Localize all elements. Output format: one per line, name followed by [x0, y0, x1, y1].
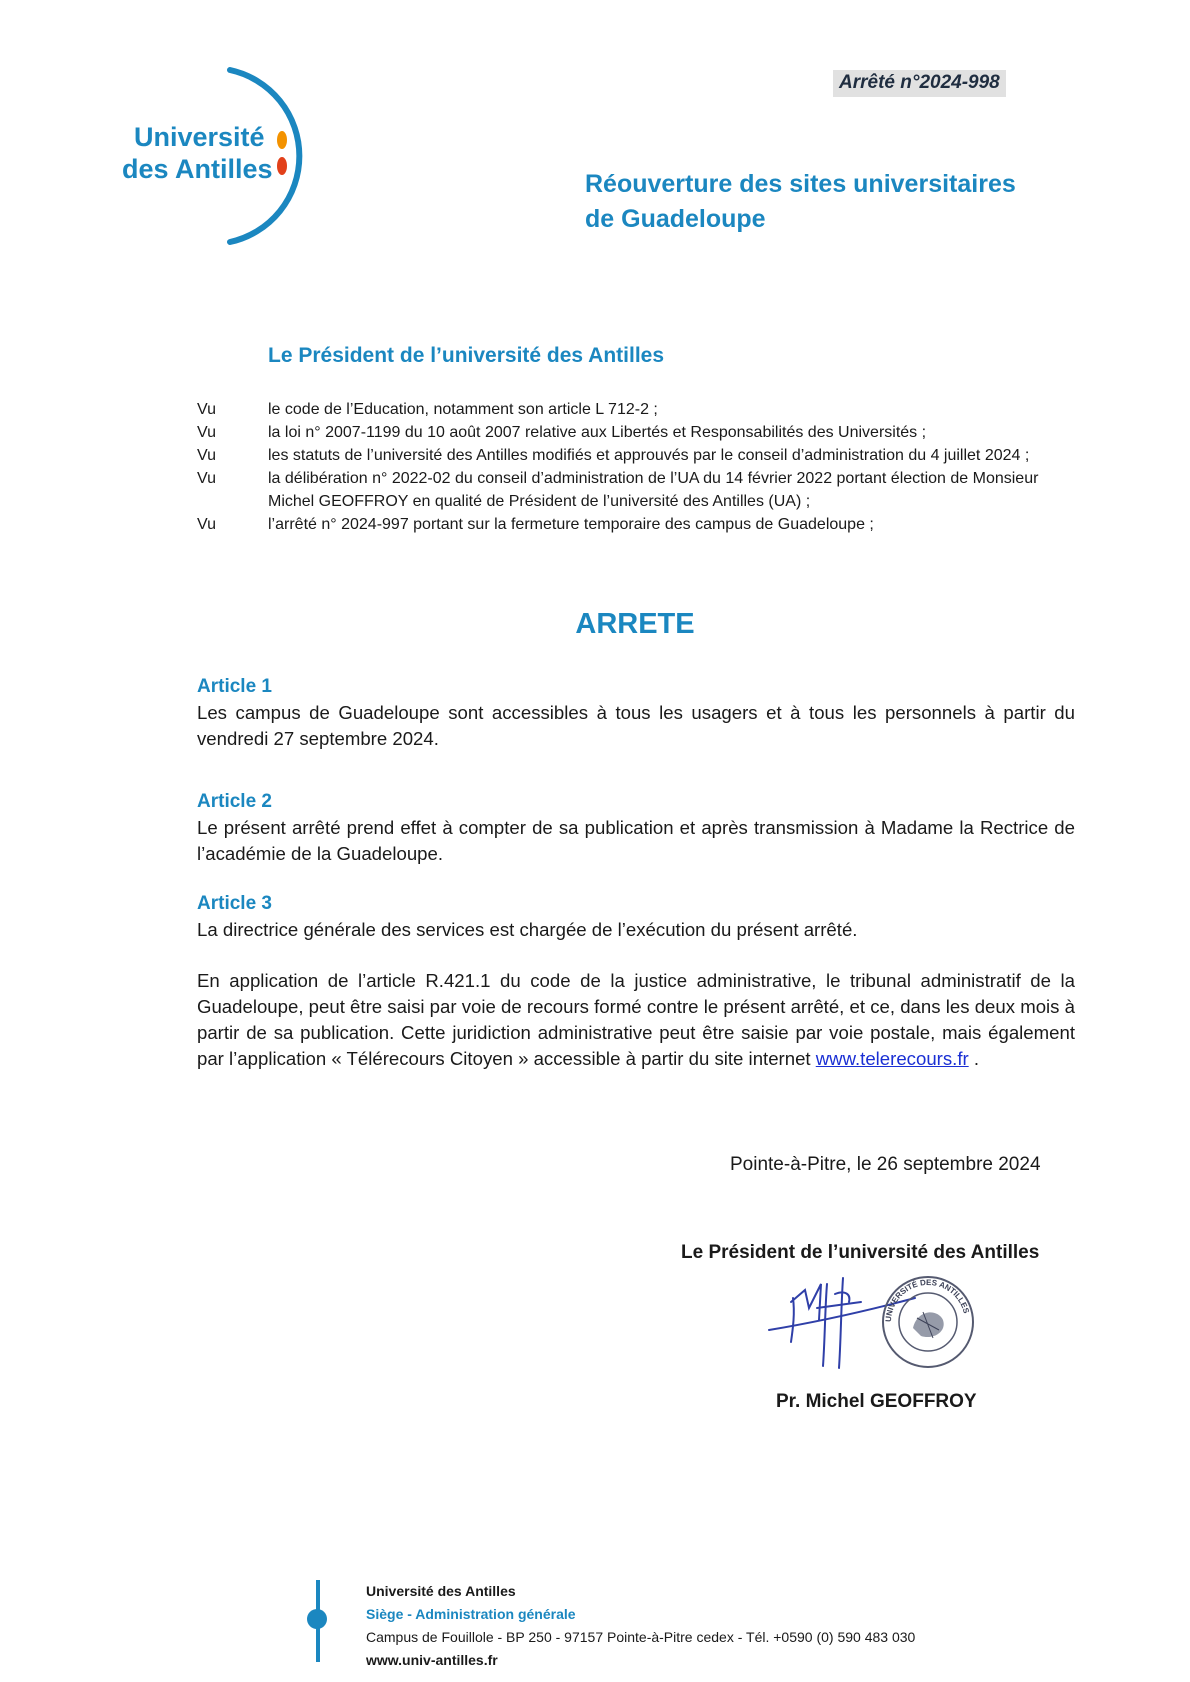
- appeal-suffix: .: [968, 1048, 980, 1069]
- article-text: Les campus de Guadeloupe sont accessibles à tous les usagers et à tous les personnels à partir du vendredi 27 septembre 2024.: [197, 702, 1075, 749]
- article-title: Article 2: [197, 791, 272, 812]
- decree-heading: ARRETE: [575, 608, 695, 640]
- footer-unit: Siège - Administration générale: [366, 1606, 576, 1622]
- university-seal: [883, 1277, 973, 1367]
- subject-line2: de Guadeloupe: [585, 205, 766, 233]
- article-text: La directrice générale des services est chargée de l’exécution du présent arrêté.: [197, 919, 858, 940]
- article-text: Le présent arrêté prend effet à compter de sa publication et après transmission à Madame la Rectrice de l’académie de la Guadeloupe.: [197, 817, 1075, 864]
- consideration-text: l’arrêté n° 2024-997 portant sur la fermeture temporaire des campus de Guadeloupe ;: [268, 516, 874, 533]
- footer-address: Campus de Fouillole - BP 250 - 97157 Pointe-à-Pitre cedex - Tél. +0590 (0) 590 483 030: [366, 1629, 916, 1645]
- authority-heading: Le Président de l’université des Antilles: [268, 344, 665, 367]
- vu-label: Vu: [197, 447, 216, 464]
- consideration-text: les statuts de l’université des Antilles modifiés et approuvés par le conseil d’administration du 4 juillet 2024 ;: [268, 447, 1030, 464]
- vu-label: Vu: [197, 424, 216, 441]
- considerations-list: [197, 398, 1075, 536]
- logo-orange-dot: [277, 131, 287, 149]
- place-date: Pointe-à-Pitre, le 26 septembre 2024: [730, 1154, 1041, 1175]
- subject-line1: Réouverture des sites universitaires: [585, 170, 1016, 198]
- consideration-item: [197, 421, 1075, 444]
- handwritten-signature: [769, 1278, 915, 1368]
- logo-line2: des Antilles: [122, 154, 273, 184]
- article-title: Article 1: [197, 676, 272, 697]
- consideration-text: le code de l’Education, notamment son article L 712-2 ;: [268, 401, 658, 418]
- appeal-paragraph: [197, 968, 1075, 1072]
- decree-subject: [585, 167, 1016, 237]
- article-2: [197, 789, 1075, 867]
- decree-reference: Arrêté n°2024-998: [833, 70, 1006, 97]
- consideration-item: [197, 513, 1075, 536]
- logo-line1: Université: [134, 122, 265, 152]
- signature-and-seal: [765, 1268, 985, 1380]
- consideration-item: [197, 467, 1075, 513]
- consideration-item: [197, 444, 1075, 467]
- article-title: Article 3: [197, 893, 272, 914]
- article-3: [197, 891, 1075, 943]
- signer-title: Le Président de l’université des Antilles: [681, 1242, 1040, 1263]
- vu-label: Vu: [197, 470, 216, 487]
- university-logo: [122, 66, 322, 246]
- vu-label: Vu: [197, 401, 216, 418]
- footer-website[interactable]: www.univ-antilles.fr: [366, 1652, 498, 1668]
- appeal-text: En application de l’article R.421.1 du code de la justice administrative, le tribunal administratif de la Guadeloupe, peut être saisi par voie de recours formé contre le présent arrêté, et ce, dans les deux mois à partir de sa publication. Cette juridiction administrative peut être saisie par voie postale, mais également par l’application « Télérecours Citoyen » accessible à partir du site internet: [197, 970, 1075, 1069]
- signer-name: Pr. Michel GEOFFROY: [776, 1391, 977, 1412]
- logo-red-dot: [277, 157, 287, 175]
- seal-text: UNIVERSITÉ DES ANTILLES: [883, 1277, 971, 1323]
- vu-label: Vu: [197, 516, 216, 533]
- telerecours-link[interactable]: www.telerecours.fr: [815, 1048, 969, 1069]
- footer-accent-dot: [307, 1609, 327, 1629]
- footer-org: Université des Antilles: [366, 1583, 516, 1599]
- footer: [366, 1580, 915, 1672]
- consideration-item: [197, 398, 1075, 421]
- consideration-text: la loi n° 2007-1199 du 10 août 2007 relative aux Libertés et Responsabilités des Universités ;: [268, 424, 927, 441]
- article-1: [197, 674, 1075, 752]
- consideration-text: la délibération n° 2022-02 du conseil d’administration de l’UA du 14 février 2022 portant élection de Monsieur Michel GEOFFROY en qualité de Président de l’université des Antilles (UA) ;: [268, 470, 1039, 510]
